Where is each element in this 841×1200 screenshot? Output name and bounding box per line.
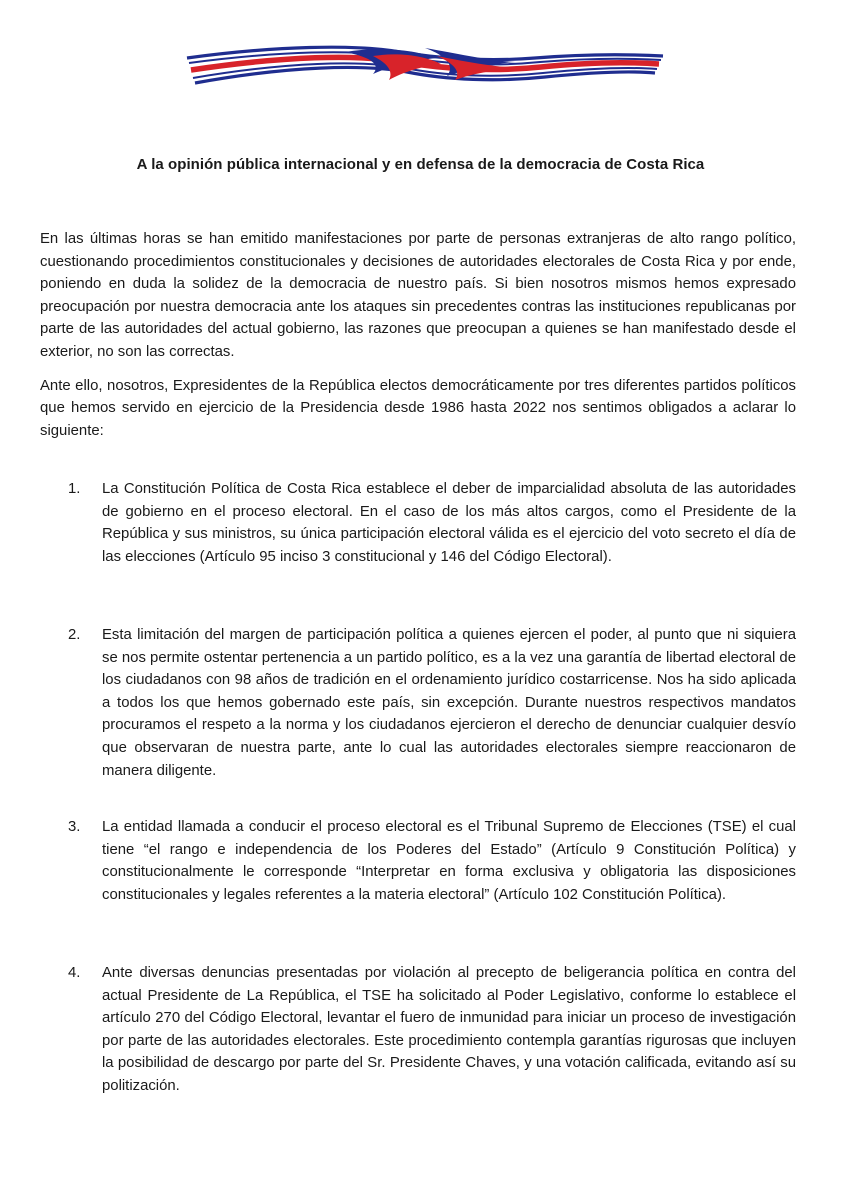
document-title: A la opinión pública internacional y en defensa de la democracia de Costa Rica xyxy=(136,156,705,173)
flag-ribbon-icon xyxy=(185,40,665,100)
paragraph-statement: Ante ello, nosotros, Expresidentes de la República electos democráticamente por tres diferentes partidos políticos que hemos servido en ejercicio de la Presidencia desde 1986 hasta 2022 nos sentimos obligados a aclarar lo siguiente: xyxy=(40,377,796,439)
intro-section xyxy=(40,228,796,453)
list-item-3 xyxy=(68,816,796,906)
list-item-1 xyxy=(68,478,796,568)
list-number: 2. xyxy=(68,627,81,643)
list-item-4 xyxy=(68,962,796,1098)
costa-rica-flag-ribbon-logo xyxy=(185,40,665,100)
list-number: 1. xyxy=(68,481,81,497)
list-number: 3. xyxy=(68,819,81,835)
list-text: La Constitución Política de Costa Rica establece el deber de imparcialidad absoluta de las autoridades de gobierno en el proceso electoral. En el caso de los más altos cargos, como el Presidente de la República y sus ministros, su única participación electoral válida es el ejercicio del voto secreto el día de las elecciones (Artículo 95 inciso 3 constitucional y 146 del Código Electoral). xyxy=(102,481,796,565)
list-item-2 xyxy=(68,624,796,782)
paragraph-intro: En las últimas horas se han emitido manifestaciones por parte de personas extranjeras de alto rango político, cuestionando procedimientos constitucionales y decisiones de autoridades electorales de Costa Rica y por ende, poniendo en duda la solidez de la democracia de nuestro país. Si bien nosotros mismos hemos expresado preocupación por nuestra democracia ante los ataques sin precedentes contras las instituciones republicanas por parte de las autoridades del actual gobierno, las razones que preocupan a quienes se han manifestado desde el exterior, no son las correctas. xyxy=(40,231,796,360)
list-text: Esta limitación del margen de participación política a quienes ejercen el poder, al punto que ni siquiera se nos permite ostentar pertenencia a un partido político, es a la vez una garantía de libertad electoral de los ciudadanos con 98 años de tradición en el ordenamiento jurídico costarricense. Nos ha sido aplicada a todos los que hemos gobernado este país, sin excepción. Durante nuestros respectivos mandatos procuramos el respeto a la norma y los ciudadanos ejercieron el derecho de denunciar cualquier desvío que observaran de nuestra parte, ante lo cual las autoridades electorales siempre reaccionaron de manera diligente. xyxy=(102,627,796,779)
list-number: 4. xyxy=(68,965,81,981)
list-text: La entidad llamada a conducir el proceso electoral es el Tribunal Supremo de Elecciones (TSE) el cual tiene “el rango e independencia de los Poderes del Estado” (Artículo 9 Constitución Política) y constitucionalmente le corresponde “Interpretar en forma exclusiva y obligatoria las disposiciones constitucionales y legales referentes a la materia electoral” (Artículo 102 Constitución Política). xyxy=(102,819,796,903)
list-text: Ante diversas denuncias presentadas por violación al precepto de beligerancia política en contra del actual Presidente de La República, el TSE ha solicitado al Poder Legislativo, conforme lo establece el artículo 270 del Código Electoral, levantar el fuero de inmunidad para iniciar un proceso de investigación por parte de las autoridades electorales. Este procedimiento contempla garantías rigurosas que incluyen la posibilidad de descargo por parte del Sr. Presidente Chaves, y una votación calificada, evitando así su politización. xyxy=(102,965,796,1094)
